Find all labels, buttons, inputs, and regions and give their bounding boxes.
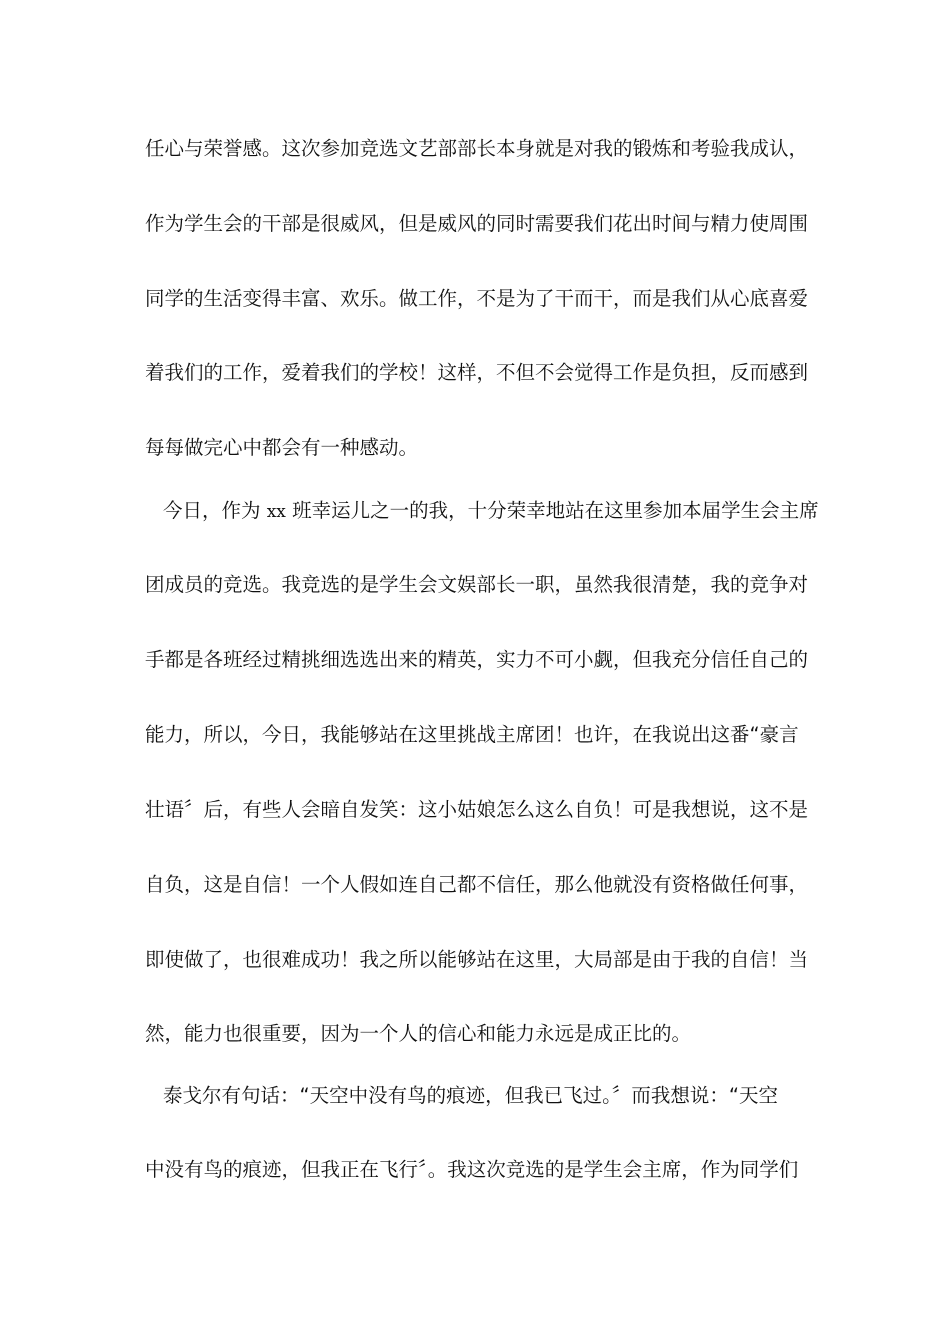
paragraph-start-line: 泰戈尔有句话：“天空中没有鸟的痕迹，但我已飞过。〞而我想说：“天空 [163, 1084, 778, 1107]
text-fragment: 班幸运儿之一的我，十分荣幸地站在这里参加本届学生会主席 [285, 499, 819, 522]
text-line: 壮语〞后，有些人会暗自发笑：这小姑娘怎么这么自负！可是我想说，这不是 [145, 798, 809, 821]
text-line: 即使做了，也很难成功！我之所以能够站在这里，大局部是由于我的自信！当 [145, 948, 809, 971]
text-line: 团成员的竞选。我竞选的是学生会文娱部长一职，虽然我很清楚，我的竞争对 [145, 573, 809, 596]
text-line: 手都是各班经过精挑细选选出来的精英，实力不可小觑，但我充分信任自己的 [145, 648, 809, 671]
text-line: 任心与荣誉感。这次参加竞选文艺部部长本身就是对我的锻炼和考验我成认， [145, 137, 809, 160]
text-line: 作为学生会的干部是很威风，但是威风的同时需要我们花出时间与精力使周围 [145, 212, 809, 235]
text-line: 着我们的工作，爱着我们的学校！这样，不但不会觉得工作是负担，反而感到 [145, 361, 809, 384]
text-line: 然，能力也很重要，因为一个人的信心和能力永远是成正比的。 [145, 1022, 692, 1045]
paragraph-start-line [163, 496, 843, 526]
text-line: 每每做完心中都会有一种感动。 [145, 436, 419, 459]
text-line: 中没有鸟的痕迹，但我正在飞行〞。我这次竞选的是学生会主席，作为同学们 [145, 1158, 799, 1181]
placeholder-text: xx [266, 502, 286, 522]
text-line: 能力，所以，今日，我能够站在这里挑战主席团！也许，在我说出这番“豪言 [145, 723, 799, 746]
text-line: 自负，这是自信！一个人假如连自己都不信任，那么他就没有资格做任何事， [145, 873, 809, 896]
text-line: 同学的生活变得丰富、欢乐。做工作，不是为了干而干，而是我们从心底喜爱 [145, 287, 809, 310]
text-fragment: 今日，作为 [163, 499, 267, 522]
